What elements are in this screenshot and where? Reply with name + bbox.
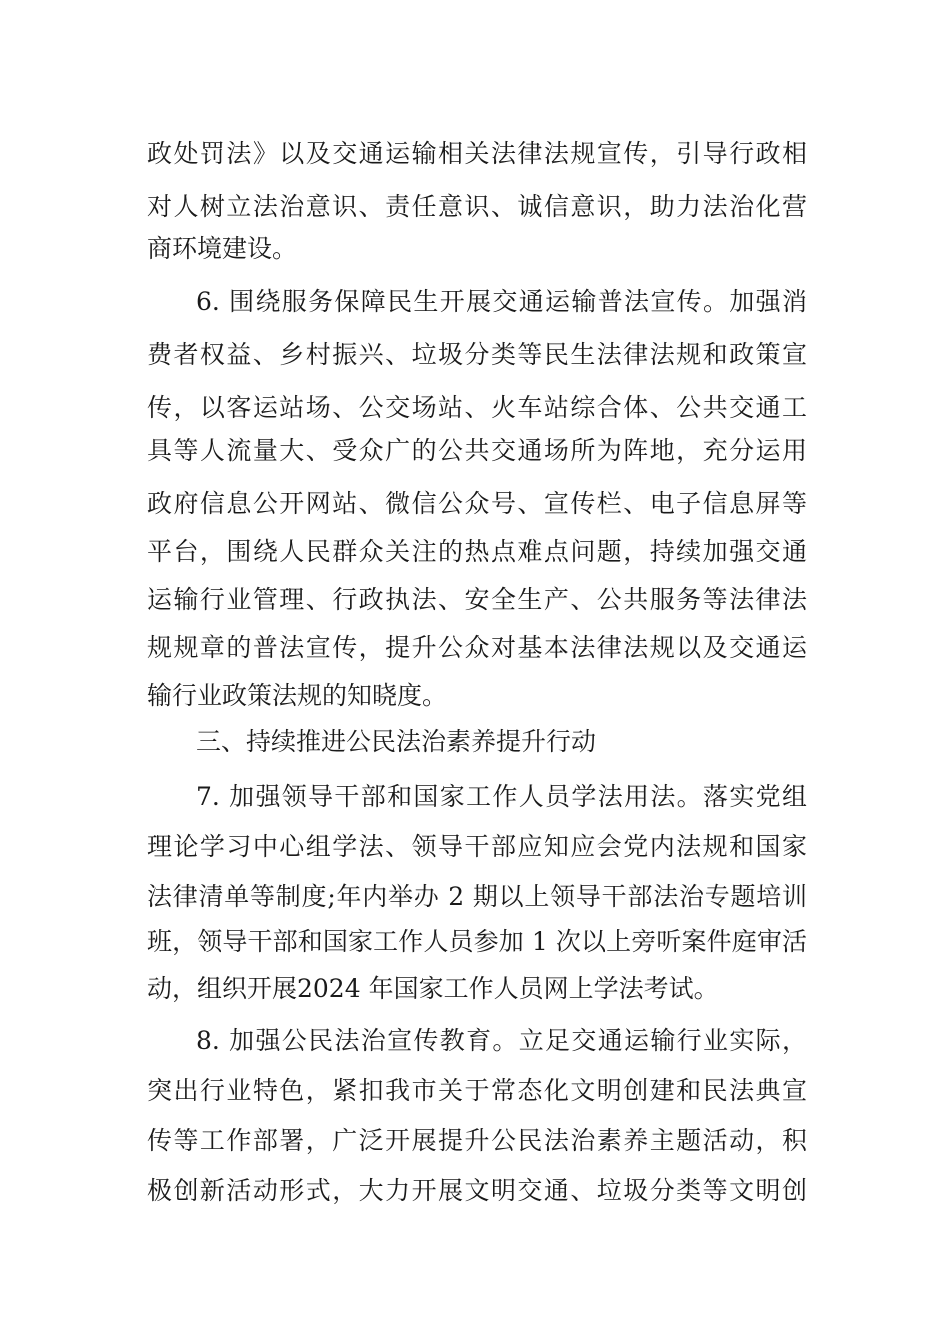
text-line: 传等工作部署，广泛开展提升公民法治素养主题活动，积 <box>147 1126 807 1155</box>
text-line: 班，领导干部和国家工作人员参加 1 次以上旁听案件庭审活 <box>147 927 807 956</box>
text-line: 费者权益、乡村振兴、垃圾分类等民生法律法规和政策宣 <box>147 340 807 369</box>
text-line: 法律清单等制度;年内举办 2 期以上领导干部法治专题培训 <box>147 882 807 911</box>
paragraph-heading-7: 7. 加强领导干部和国家工作人员学法用法。落实党组 <box>196 782 807 811</box>
text-line: 极创新活动形式，大力开展文明交通、垃圾分类等文明创 <box>147 1176 807 1205</box>
text-line: 传，以客运站场、公交场站、火车站综合体、公共交通工 <box>147 393 807 422</box>
text-line: 具等人流量大、受众广的公共交通场所为阵地，充分运用 <box>147 436 807 465</box>
text-line: 平台，围绕人民群众关注的热点难点问题，持续加强交通 <box>147 537 807 566</box>
text-line: 商环境建设。 <box>147 234 298 263</box>
section-heading-3: 三、持续推进公民法治素养提升行动 <box>196 727 597 756</box>
text-line: 动，组织开展2024 年国家工作人员网上学法考试。 <box>147 974 719 1003</box>
paragraph-heading-6: 6. 围绕服务保障民生开展交通运输普法宣传。加强消 <box>196 287 807 316</box>
text-line: 对人树立法治意识、责任意识、诚信意识，助力法治化营 <box>147 192 807 221</box>
text-line: 输行业政策法规的知晓度。 <box>147 681 448 710</box>
text-line: 突出行业特色，紧扣我市关于常态化文明创建和民法典宣 <box>147 1076 807 1105</box>
text-line: 运输行业管理、行政执法、安全生产、公共服务等法律法 <box>147 585 807 614</box>
text-line: 理论学习中心组学法、领导干部应知应会党内法规和国家 <box>147 832 807 861</box>
text-line: 规规章的普法宣传，提升公众对基本法律法规以及交通运 <box>147 633 807 662</box>
text-line: 政处罚法》以及交通运输相关法律法规宣传，引导行政相 <box>147 139 807 168</box>
paragraph-heading-8: 8. 加强公民法治宣传教育。立足交通运输行业实际， <box>196 1026 807 1055</box>
text-line: 政府信息公开网站、微信公众号、宣传栏、电子信息屏等 <box>147 489 807 518</box>
